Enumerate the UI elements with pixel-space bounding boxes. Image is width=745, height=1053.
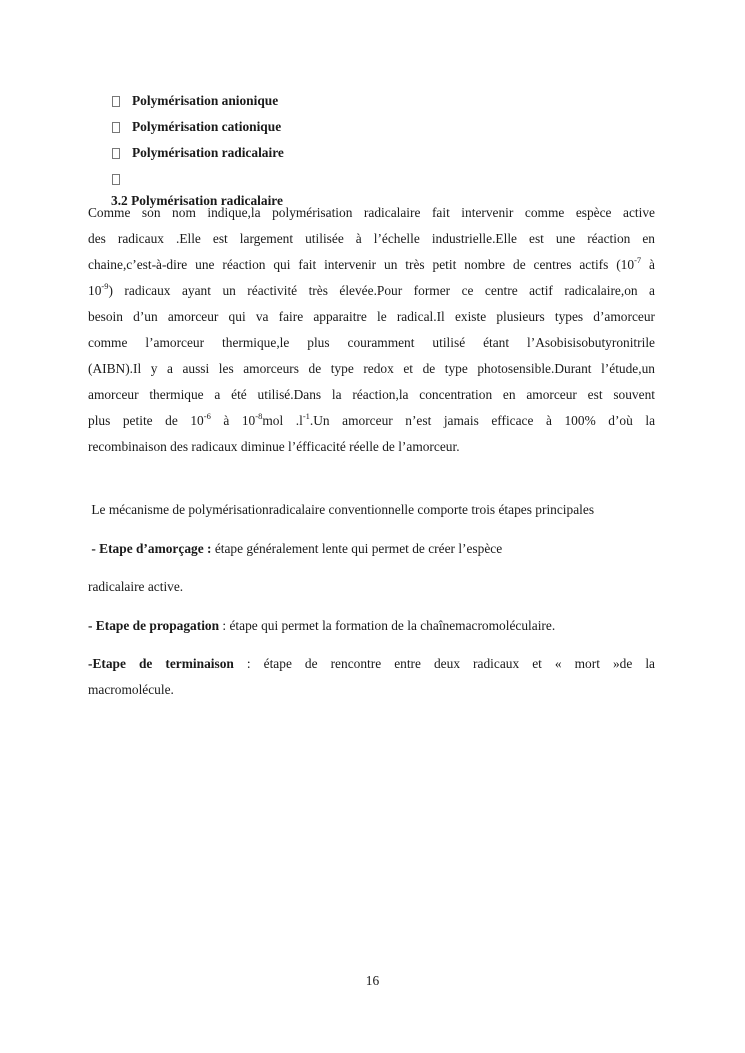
paragraph-line: besoin d’un amorceur qui va faire apparaitre le radical.Il existe plusieurs types d’amorceur (88, 309, 655, 324)
paragraph-line: macromolécule. (88, 682, 174, 697)
step-term: - Etape de propagation (88, 618, 220, 633)
polymerization-types-list (112, 88, 284, 192)
paragraph-line: Le mécanisme de polymérisationradicalaire conventionnelle comporte trois étapes principales (88, 502, 595, 517)
paragraph-line: Comme son nom indique,la polymérisation radicalaire fait intervenir comme espèce active (88, 205, 655, 220)
text-run: .Un amorceur n’est jamais efficace à 100% d’où la (309, 413, 656, 428)
text-run: à (641, 257, 656, 272)
step-text: : étape qui permet la formation de la chaînemacromoléculaire. (219, 618, 556, 633)
list-item (112, 88, 284, 114)
paragraph-line (88, 252, 655, 278)
text-run: mol .l (262, 413, 303, 428)
paragraph-line: comme l’amorceur thermique,le plus couramment utilisé étant l’Asobisisobutyronitrile (88, 335, 655, 350)
page-number: 16 (365, 973, 380, 988)
bullet-box-icon (112, 174, 120, 185)
paragraph-line (88, 278, 655, 304)
list-item (112, 140, 284, 166)
list-item-label: Polymérisation anionique (132, 93, 279, 108)
paragraph-line: des radicaux .Elle est largement utilisée à l’échelle industrielle.Elle est une réaction en (88, 231, 655, 246)
exponent: -6 (203, 410, 211, 421)
paragraph-line: radicalaire active. (88, 579, 184, 594)
paragraph-line: amorceur thermique a été utilisé.Dans la réaction,la concentration en amorceur est souvent (88, 387, 655, 402)
step-initiation-continuation (88, 574, 655, 600)
bullet-box-icon (112, 122, 120, 133)
intro-paragraph (88, 200, 655, 460)
paragraph-line (88, 536, 655, 562)
step-termination (88, 651, 655, 703)
list-item (112, 166, 284, 192)
exponent: -7 (634, 254, 642, 265)
exponent: -1 (302, 410, 310, 421)
mechanism-paragraph (88, 497, 655, 523)
text-run: à 10 (210, 413, 256, 428)
step-text: : étape de rencontre entre deux radicaux et « mort »de la (233, 656, 655, 671)
paragraph-line (88, 613, 655, 639)
list-item-label: Polymérisation radicalaire (132, 145, 284, 160)
paragraph-line: recombinaison des radicaux diminue l’éfficacité réelle de l’amorceur. (88, 439, 460, 454)
paragraph-line (88, 651, 655, 677)
list-item (112, 114, 284, 140)
text-run: plus petite de 10 (88, 413, 204, 428)
text-run: 10 (88, 283, 102, 298)
step-propagation (88, 613, 655, 639)
bullet-box-icon (112, 96, 120, 107)
paragraph-line: (AIBN).Il y a aussi les amorceurs de type redox et de type photosensible.Durant l’étude,un (88, 361, 655, 376)
step-term: -Etape de terminaison (88, 656, 234, 671)
step-text: étape généralement lente qui permet de créer l’espèce (211, 541, 503, 556)
text-run: ) radicaux ayant un réactivité très élevée.Pour former ce centre actif radicalaire,on a (108, 283, 655, 298)
exponent: -9 (101, 280, 109, 291)
list-item-label: Polymérisation cationique (132, 119, 282, 134)
text-run: chaine,c’est-à-dire une réaction qui fait intervenir un très petit nombre de centres actifs (10 (88, 257, 635, 272)
bullet-box-icon (112, 148, 120, 159)
exponent: -8 (255, 410, 263, 421)
step-term: - Etape d’amorçage : (88, 541, 212, 556)
section-heading: 3.2 Polymérisation radicalaire (111, 193, 283, 208)
paragraph-line (88, 408, 655, 434)
step-initiation (88, 536, 655, 562)
